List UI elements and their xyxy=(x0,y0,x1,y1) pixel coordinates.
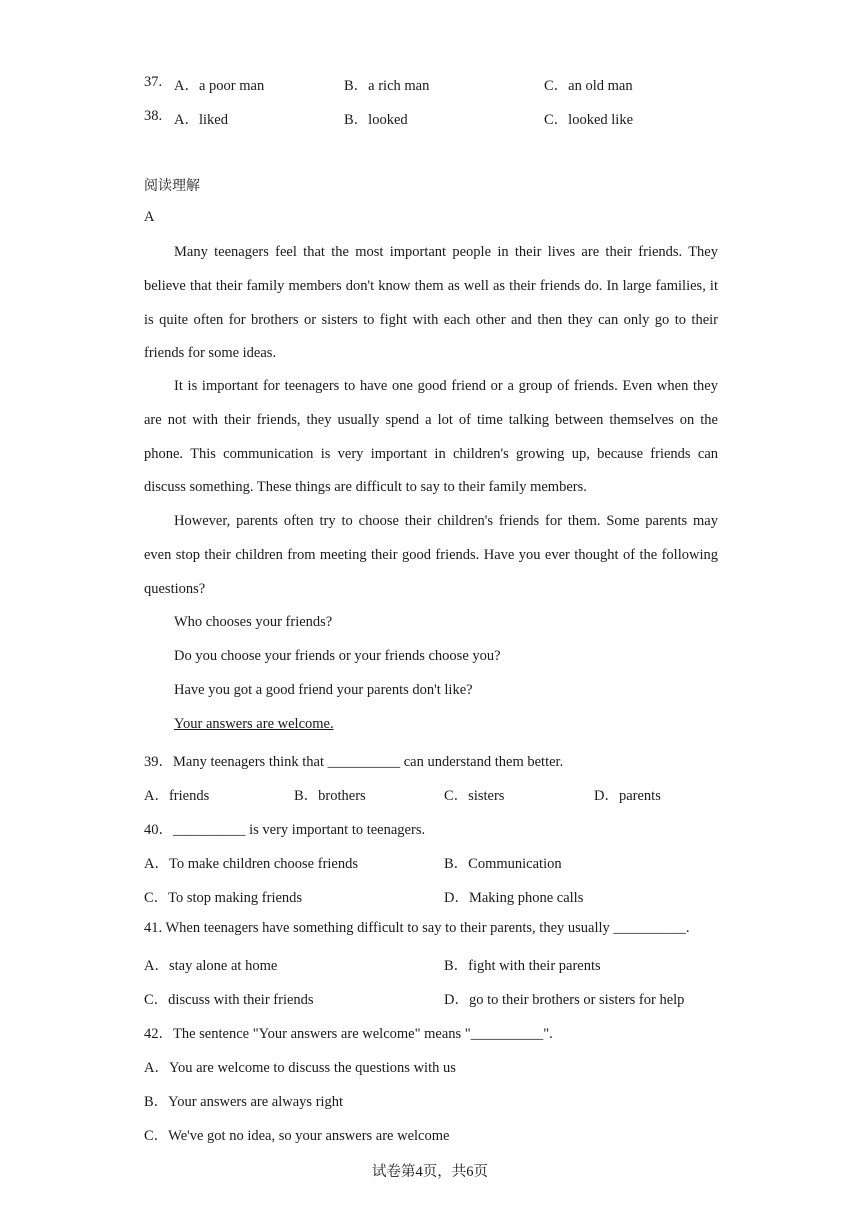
question-42-option-a: A．You are welcome to discuss the questions with us xyxy=(144,1060,456,1076)
paragraph-2-text: It is important for teenagers to have one good friend or a group of friends. Even when they are not with their friends, they usually spend a lot of time talking between themselves on the phone. This communication is very important in children's growing up, because friends can discuss something. These things are difficult to say to their family members. xyxy=(144,378,718,496)
question-40-option-a: A．To make children choose friends xyxy=(144,856,359,872)
question-41-option-a: A．stay alone at home xyxy=(144,958,278,974)
question-37-number: 37. xyxy=(144,74,163,90)
question-41-option-b: B．fight with their parents xyxy=(444,958,601,974)
question-38-option-a: A．liked xyxy=(174,112,228,128)
question-41-option-c: C．discuss with their friends xyxy=(144,992,314,1008)
question-40-option-c: C．To stop making friends xyxy=(144,890,303,906)
passage-question-3: Have you got a good friend your parents don't like? xyxy=(174,682,473,698)
paragraph-3-text: However, parents often try to choose their children's friends for them. Some parents may even stop their children from meeting their good friends. Have you ever thought of the following questions? xyxy=(144,513,718,597)
passage-question-1: Who chooses your friends? xyxy=(174,614,333,630)
question-39-option-b: B．brothers xyxy=(294,788,366,804)
question-37-option-b: B．a rich man xyxy=(344,78,430,94)
question-39-option-d: D．parents xyxy=(594,788,661,804)
question-41-option-d: D．go to their brothers or sisters for help xyxy=(444,992,685,1008)
question-42-option-b: B．Your answers are always right xyxy=(144,1094,344,1110)
question-37-option-a: A．a poor man xyxy=(174,78,265,94)
question-42-stem: 42．The sentence "Your answers are welcome" means "__________". xyxy=(144,1026,553,1042)
question-42-option-c: C．We've got no idea, so your answers are welcome xyxy=(144,1128,450,1144)
question-40-option-d: D．Making phone calls xyxy=(444,890,584,906)
page-footer: 试卷第4页，共6页 xyxy=(372,1164,488,1180)
question-39-option-a: A．friends xyxy=(144,788,210,804)
question-38-option-b: B．looked xyxy=(344,112,408,128)
paragraph-1-text: Many teenagers feel that the most important people in their lives are their friends. They believe that their family members don't know them as well as their friends do. In large families, it is quite often for brothers or sisters to fight with each other and then they can only go to their friends for some ideas. xyxy=(144,244,718,362)
passage-paragraph-3 xyxy=(144,505,718,606)
passage-closing-line: Your answers are welcome. xyxy=(174,716,334,732)
question-40-stem: 40．__________ is very important to teenagers. xyxy=(144,822,426,838)
passage-paragraph-2 xyxy=(144,370,718,505)
question-38-number: 38. xyxy=(144,108,163,124)
passage-label: A xyxy=(144,209,155,225)
passage-paragraph-1 xyxy=(144,236,718,371)
question-41-stem: 41. When teenagers have something difficult to say to their parents, they usually __________. xyxy=(144,920,690,936)
section-title: 阅读理解 xyxy=(144,178,200,194)
question-37-option-c: C．an old man xyxy=(544,78,633,94)
question-39-stem: 39．Many teenagers think that __________ can understand them better. xyxy=(144,754,564,770)
passage-question-2: Do you choose your friends or your friends choose you? xyxy=(174,648,501,664)
question-39-option-c: C．sisters xyxy=(444,788,505,804)
question-40-option-b: B．Communication xyxy=(444,856,562,872)
question-38-option-c: C．looked like xyxy=(544,112,634,128)
